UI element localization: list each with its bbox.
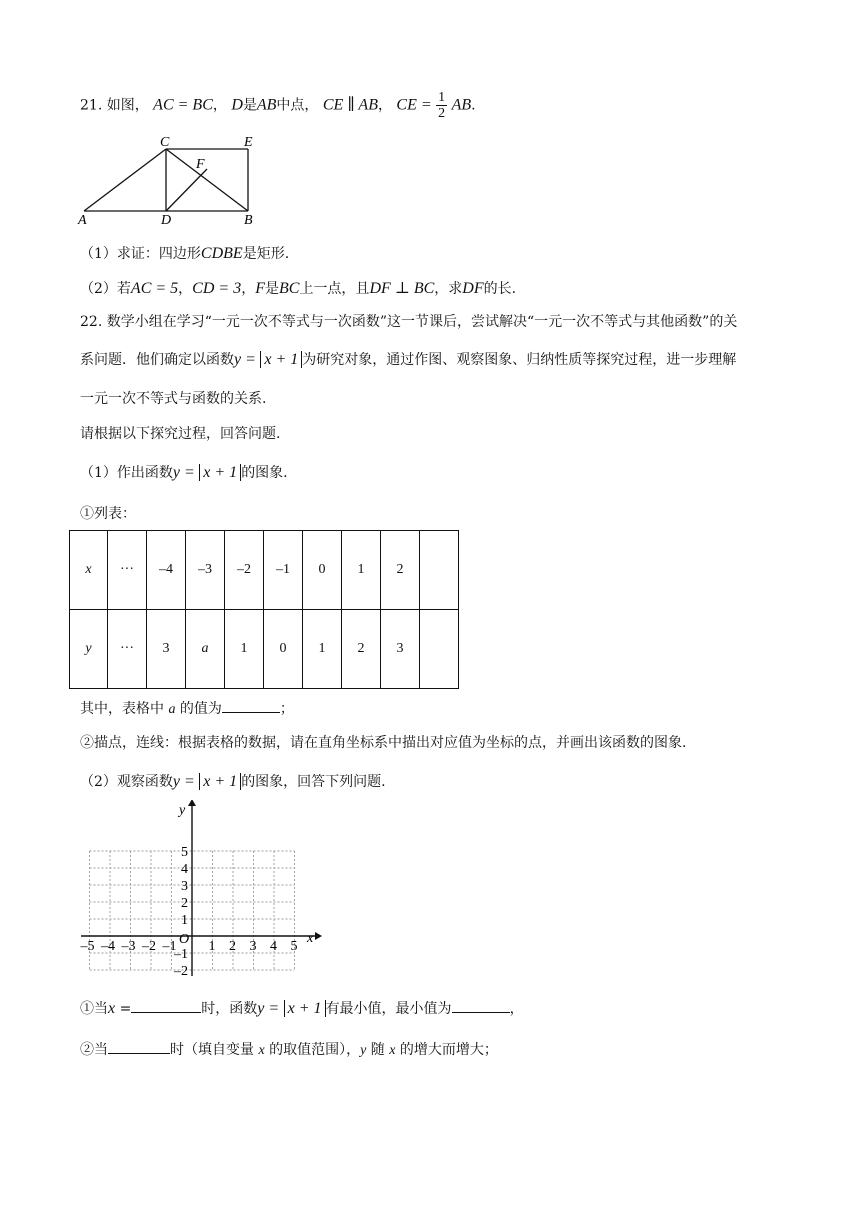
func-lhs: y =	[234, 351, 256, 368]
x-axis-arrow	[315, 932, 322, 940]
text: 中点，	[276, 97, 319, 114]
answer-blank-a[interactable]	[222, 698, 280, 713]
table-cell: 0	[264, 610, 303, 689]
segment-bc: BC	[278, 280, 300, 297]
table-cell: 1	[303, 610, 342, 689]
value-table	[69, 530, 459, 689]
segment-df: DF	[462, 280, 484, 297]
q21-geometry-figure	[72, 130, 272, 230]
q22-step2: ②描点，连线：根据表格的数据，请在直角坐标系中描出对应值为坐标的点，并画出该函数的图象.	[80, 735, 687, 751]
y-axis-label: y	[179, 803, 186, 818]
answer-blank-x-range[interactable]	[108, 1039, 170, 1054]
fraction-one-half	[436, 90, 447, 121]
label-e: E	[244, 135, 253, 150]
segment-ab: AB	[256, 96, 277, 114]
text: 的图象，回答下列问题.	[241, 774, 386, 790]
text: （2）观察函数	[80, 774, 173, 790]
func-lhs: y =	[172, 464, 195, 481]
text: 时（填自变量	[170, 1042, 254, 1058]
var-a: a	[168, 702, 176, 717]
text: （1）求证：四边形	[80, 246, 201, 262]
table-cell: –2	[225, 531, 264, 610]
punct: ；	[279, 701, 294, 717]
table-cell: ···	[108, 531, 147, 610]
table-cell: –1	[264, 531, 303, 610]
y-tick-label: –2	[174, 964, 188, 979]
table-header-x: x	[70, 531, 108, 610]
answer-blank-x-min[interactable]	[131, 998, 201, 1013]
var-x: x	[108, 1000, 116, 1017]
table-header-y: y	[70, 610, 108, 689]
punct: .	[471, 97, 476, 114]
x-axis-label: x	[307, 931, 314, 946]
text: 的长.	[483, 281, 517, 297]
func-abs-expr: x + 1	[260, 351, 302, 368]
math-ac-eq-bc: AC = BC	[153, 96, 213, 114]
text: 的增大而增大；	[399, 1042, 498, 1058]
answer-blank-min-value[interactable]	[452, 998, 510, 1013]
table-cell: 3	[147, 610, 186, 689]
table-cell	[420, 531, 459, 610]
x-tick-label: 1	[208, 939, 216, 954]
x-tick-label: 2	[229, 939, 236, 954]
label-c: C	[160, 135, 170, 150]
table-cell: 2	[342, 610, 381, 689]
label-d: D	[161, 213, 172, 228]
text: ①当	[80, 1001, 108, 1017]
text: （2）若	[80, 281, 131, 297]
text: 的图象.	[241, 465, 288, 481]
q21-part2	[80, 279, 516, 299]
x-tick-label: 4	[270, 939, 277, 954]
var-x: x	[258, 1043, 265, 1058]
table-row-x	[70, 531, 459, 610]
x-tick-label: –4	[101, 939, 115, 954]
q22-line4: 请根据以下探究过程，回答问题.	[80, 426, 281, 442]
func-lhs: y =	[257, 1000, 280, 1017]
table-cell	[420, 610, 459, 689]
func-abs-expr: x + 1	[284, 1000, 326, 1017]
text: 为研究对象，通过作图、观察图象、归纳性质等探究过程，进一步理解	[302, 352, 737, 368]
text: 系问题．他们确定以函数	[80, 352, 234, 368]
table-cell: –4	[147, 531, 186, 610]
y-tick-label: 1	[181, 913, 188, 928]
func-abs-expr: x + 1	[199, 773, 241, 790]
math-df-perp-bc: DF ⊥ BC	[369, 280, 435, 297]
text: 的值为	[179, 701, 222, 717]
text: 随	[370, 1042, 385, 1058]
x-tick-label: –1	[162, 939, 177, 954]
punct: ，	[241, 281, 256, 297]
y-tick-label: 4	[181, 862, 188, 877]
table-cell: a	[186, 610, 225, 689]
coordinate-grid[interactable]	[75, 800, 325, 980]
fraction-denominator: 2	[438, 106, 446, 121]
x-tick-label: –5	[80, 939, 95, 954]
table-cell: 3	[381, 610, 420, 689]
q22-question1	[80, 998, 524, 1019]
text: 是	[242, 97, 257, 114]
text: 的取值范围），	[269, 1042, 361, 1058]
text: ，求	[434, 281, 463, 297]
x-tick-label: –3	[121, 939, 136, 954]
math-ce-parallel-ab: CE ∥ AB	[322, 96, 378, 114]
table-cell: 1	[342, 531, 381, 610]
fraction-numerator: 1	[438, 90, 446, 105]
math-ac-5: AC = 5	[130, 280, 179, 297]
q22-step1-label: ①列表：	[80, 506, 136, 522]
y-tick-label: 3	[181, 879, 188, 894]
y-axis-arrow	[188, 800, 196, 806]
q21-statement	[80, 90, 476, 121]
q22-line2	[80, 350, 736, 370]
q21-part1	[80, 244, 289, 264]
text: 是矩形.	[242, 246, 290, 262]
table-cell: –3	[186, 531, 225, 610]
table-cell: ···	[108, 610, 147, 689]
label-a: A	[78, 213, 87, 228]
table-cell: 0	[303, 531, 342, 610]
q22-part2-heading	[80, 772, 386, 792]
func-lhs: y =	[172, 773, 195, 790]
table-row-y	[70, 610, 459, 689]
label-f: F	[196, 157, 205, 172]
text: 有最小值，最小值为	[325, 1001, 452, 1017]
text: 其中，表格中	[80, 701, 164, 717]
punct: ，	[178, 281, 193, 297]
var-x: x	[389, 1043, 396, 1058]
quad-cdbe: CDBE	[200, 245, 243, 262]
text: 时，函数	[201, 1001, 258, 1017]
table-cell: 2	[381, 531, 420, 610]
text: 是	[264, 281, 279, 297]
text: 上一点，且	[299, 281, 370, 297]
var-y: y	[360, 1043, 367, 1058]
x-tick-label: 3	[249, 939, 257, 954]
text: （1）作出函数	[80, 465, 173, 481]
x-tick-label: –2	[142, 939, 156, 954]
point-f: F	[255, 280, 265, 297]
q21-number: 21.	[80, 97, 103, 114]
punct: ，	[509, 1001, 524, 1017]
math-ce-eq: CE =	[396, 96, 432, 114]
q22-line1: 22. 数学小组在学习“一元一次不等式与一次函数”这一节课后，尝试解决“一元一次不等式与其他函数”的关	[80, 314, 738, 330]
q21-intro: 如图，	[106, 97, 149, 114]
math-cd-3: CD = 3	[192, 280, 242, 297]
y-tick-label: 5	[181, 845, 188, 860]
x-tick-label: 5	[290, 939, 298, 954]
label-b: B	[244, 213, 253, 228]
q22-table-question	[80, 698, 294, 720]
func-abs-expr: x + 1	[199, 464, 241, 481]
origin-label: O	[179, 932, 190, 947]
q22-question2	[80, 1039, 498, 1061]
text: ②当	[80, 1042, 108, 1058]
segment-ab: AB	[451, 96, 472, 114]
punct: ，	[212, 97, 227, 114]
q22-line3: 一元一次不等式与函数的关系.	[80, 391, 267, 407]
q22-part1-heading	[80, 463, 288, 483]
punct: ，	[377, 97, 392, 114]
point-d-label: D	[231, 96, 243, 114]
y-tick-label: –1	[174, 947, 188, 962]
table-cell: 1	[225, 610, 264, 689]
y-tick-label: 2	[181, 896, 188, 911]
punct: =	[119, 1001, 132, 1017]
